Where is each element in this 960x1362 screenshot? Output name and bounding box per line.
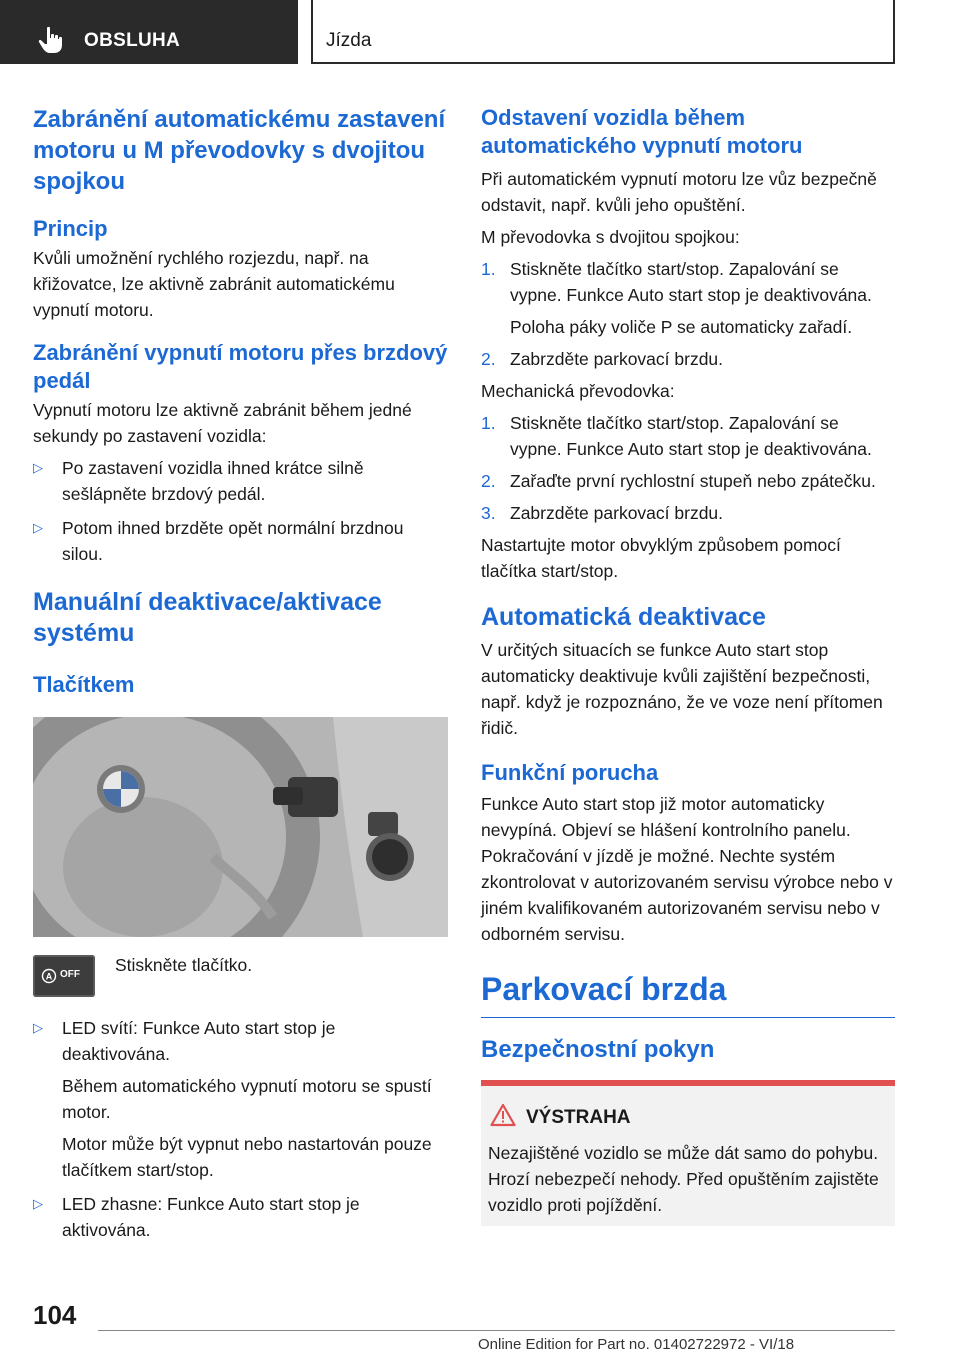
footer-edition: Online Edition for Part no. 01402722972 - VI/18 (478, 1336, 795, 1353)
heading-princip: Princip (33, 216, 108, 241)
text-restart: Nastartujte motor obvyklým způsobem pomocí tlačítka start/stop. (481, 535, 841, 581)
led-on-note: Během automatického vypnutí motoru se spustí motor. (62, 1076, 432, 1122)
list-item: ▷ LED zhasne: Funkce Auto start stop je aktivována. (33, 1191, 448, 1243)
list-item: ▷ Po zastavení vozidla ihned krátce silně sešlápněte brzdový pedál. (33, 455, 448, 507)
text-princip: Kvůli umožnění rychlého rozjezdu, např. na křižovatce, lze aktivně zabránit automatickému vypnutí motoru. (33, 248, 395, 320)
step-number: 3. (481, 503, 496, 523)
section-header (311, 0, 895, 64)
led-on-note: Motor může být vypnut nebo nastartován pouze tlačítkem start/stop. (62, 1134, 432, 1180)
hand-icon (38, 26, 64, 54)
press-button-text: Stiskněte tlačítko. (115, 954, 253, 975)
manual-label: Mechanická převodovka: (481, 381, 675, 401)
list-item: 2. Zařaďte první rychlostní stupeň nebo zpátečku. (481, 468, 895, 494)
triangle-bullet-icon: ▷ (33, 520, 43, 535)
warning-text: Nezajištěné vozidlo se může dát samo do pohybu. Hrozí nebezpečí nehody. Před opuštěním zajistěte vozidlo proti pojíždění. (488, 1143, 879, 1215)
warning-title: VÝSTRAHA (526, 1106, 887, 1130)
step-number: 1. (481, 259, 496, 279)
triangle-bullet-icon: ▷ (33, 460, 43, 475)
auto-start-stop-button-icon: A OFF (33, 955, 95, 997)
section-title: Zabránění automatickému zastavení motoru u M převodovky s dvojitou spojkou (33, 106, 446, 195)
dct-label: M převodovka s dvojitou spojkou: (481, 227, 740, 247)
triangle-bullet-icon: ▷ (33, 1020, 43, 1035)
heading-park: Odstavení vozidla během automatického vypnutí motoru (481, 105, 803, 158)
heading-parking-brake: Parkovací brzda (481, 969, 895, 1018)
heading-manual: Manuální deaktivace/aktivace systému (33, 588, 382, 647)
heading-brake: Zabránění vypnutí motoru přes brzdový pedál (33, 340, 448, 393)
triangle-bullet-icon: ▷ (33, 1196, 43, 1211)
heading-auto-deactivation: Automatická deaktivace (481, 603, 766, 631)
footer-divider (98, 1330, 895, 1331)
heading-fault: Funkční porucha (481, 760, 659, 785)
steering-wheel-photo (33, 717, 448, 937)
warning-box (481, 1080, 895, 1226)
list-item: 1. Stiskněte tlačítko start/stop. Zapalování se vypne. Funkce Auto start stop je deaktivována. (481, 256, 895, 308)
step-number: 2. (481, 471, 496, 491)
list-item: ▷ LED svítí: Funkce Auto start stop je deaktivována. (33, 1015, 448, 1067)
svg-text:A: A (45, 971, 53, 982)
text-brake: Vypnutí motoru lze aktivně zabránit během jedné sekundy po zastavení vozidla: (33, 400, 412, 446)
right-column (481, 100, 895, 1226)
heading-safety: Bezpečnostní pokyn (481, 1036, 715, 1063)
chapter-label: OBSLUHA (84, 30, 181, 51)
text-auto: V určitých situacích se funkce Auto start stop automaticky deaktivuje kvůli zajištění bezpečnosti, např. když je rozpoznáno, že ve voze není přítomen řidič. (481, 640, 883, 738)
section-label: Jízda (326, 30, 372, 51)
heading-button: Tlačítkem (33, 672, 135, 697)
text-park: Při automatickém vypnutí motoru lze vůz bezpečně odstavit, např. kvůli jeho opuštění. (481, 169, 877, 215)
list-item: 1. Stiskněte tlačítko start/stop. Zapalování se vypne. Funkce Auto start stop je deaktivována. (481, 410, 895, 462)
button-row (33, 955, 448, 997)
step-number: 2. (481, 349, 496, 369)
list-item: 3. Zabrzděte parkovací brzdu. (481, 500, 895, 526)
chapter-tab[interactable] (0, 0, 298, 64)
page-number: 104 (33, 1300, 77, 1330)
step-note: Poloha páky voliče P se automaticky zařadí. (510, 317, 853, 337)
left-column (33, 100, 448, 1243)
step-number: 1. (481, 413, 496, 433)
text-fault: Funkce Auto start stop již motor automaticky nevypíná. Objeví se hlášení kontrolního panelu. Pokračování v jízdě je možné. Nechte systém zkontrolovat v autorizovaném servisu výrobce nebo v jiném kvalifikovaném autorizovaném servisu nebo v odborném servisu. (481, 794, 893, 944)
list-item: 2. Zabrzděte parkovací brzdu. (481, 346, 895, 372)
list-item: ▷ Potom ihned brzděte opět normální brzdnou silou. (33, 515, 448, 567)
warning-triangle-icon (490, 1103, 516, 1127)
